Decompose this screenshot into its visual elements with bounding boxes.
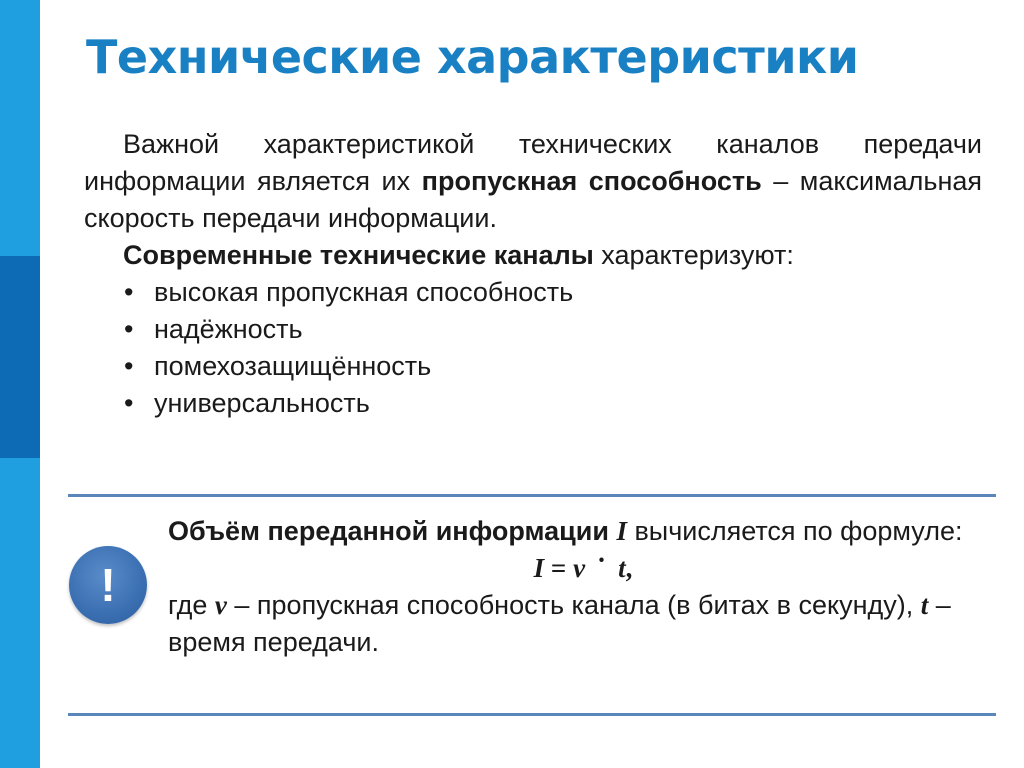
formula-v: v <box>573 553 586 583</box>
characteristics-list <box>84 274 982 422</box>
t-description: – время передачи. <box>168 590 951 657</box>
formula-equals: = <box>544 553 574 583</box>
intro-paragraph <box>84 126 982 237</box>
list-item: • помехозащищённость <box>124 348 982 385</box>
modern-channels-bold: Современные технические каналы <box>123 240 594 270</box>
side-bar-accent <box>0 256 40 458</box>
formula-lhs: I <box>533 553 545 583</box>
slide-title: Технические характеристики <box>86 30 859 84</box>
note-line <box>168 513 968 550</box>
v-description: – пропускная способность канала (в битах в секунду), <box>226 590 921 620</box>
note-bold-text: Объём переданной информации <box>168 516 617 546</box>
divider-bottom <box>68 713 996 716</box>
main-content <box>84 126 982 422</box>
variable-v: v <box>214 590 227 620</box>
modern-channels-text: характеризуют: <box>593 240 794 270</box>
formula-dot: · <box>597 545 607 575</box>
note-text: вычисляется по формуле: <box>626 516 963 546</box>
where-text: где <box>168 590 215 620</box>
intro-bold-term: пропускная способность <box>421 166 762 196</box>
intro-text-end: – максимальная скорость передачи информации. <box>84 166 983 233</box>
variable-t: t <box>920 590 929 620</box>
list-item: • универсальность <box>124 385 982 422</box>
formula <box>168 545 968 587</box>
definitions-line <box>168 587 968 661</box>
list-item: • высокая пропускная способность <box>124 274 982 311</box>
modern-channels-line <box>84 237 982 274</box>
formula-comma: , <box>625 553 633 583</box>
variable-i: I <box>616 516 627 546</box>
formula-t: t <box>618 553 626 583</box>
list-item: • надёжность <box>124 311 982 348</box>
exclamation-icon: ! <box>69 546 147 624</box>
divider-top <box>68 494 996 497</box>
intro-text: Важной характеристикой технических каналов передачи информации является их <box>84 129 982 196</box>
formula-note <box>168 513 968 661</box>
